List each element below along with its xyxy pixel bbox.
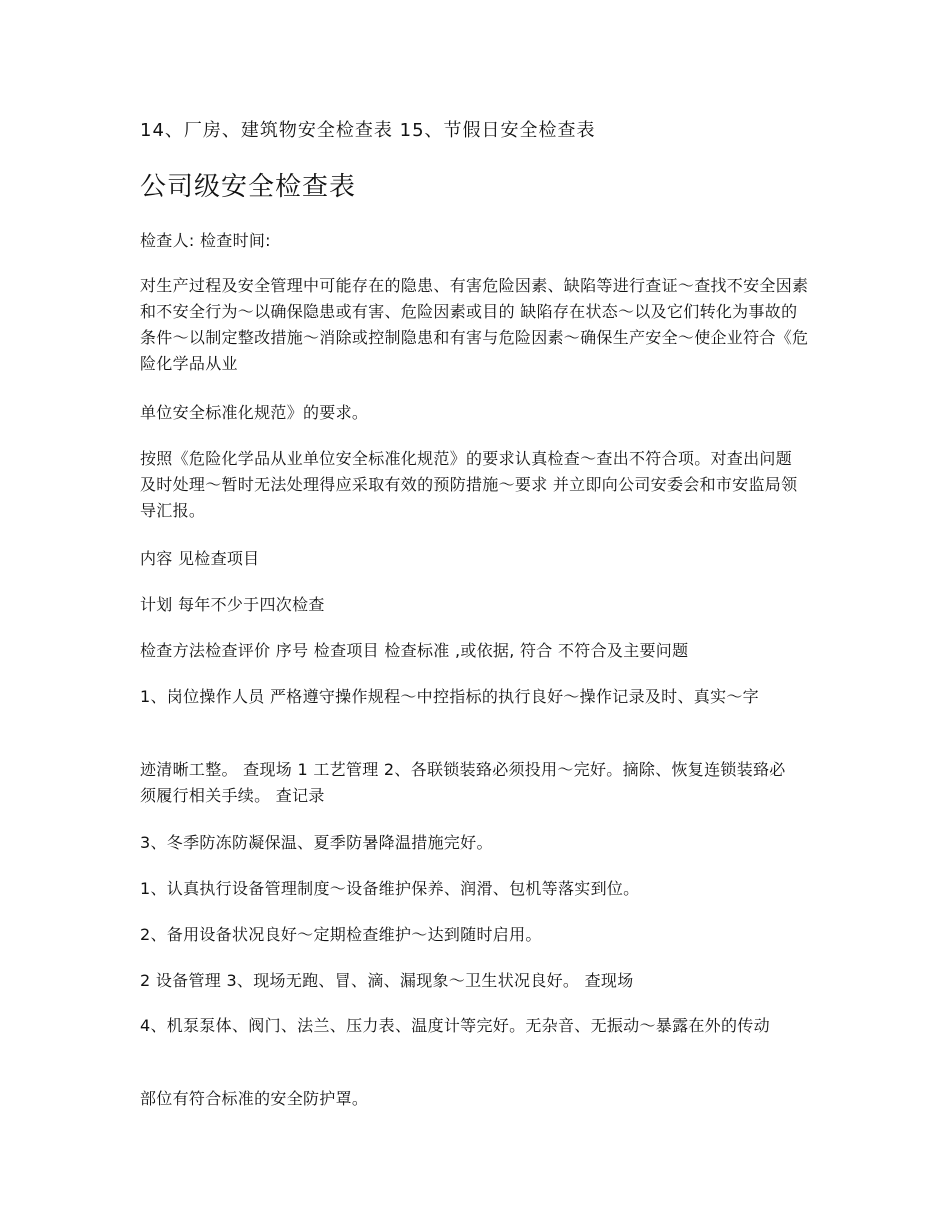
paragraph-equipment-4-continued: 部位有符合标准的安全防护罩。 (140, 1089, 369, 1108)
paragraph-item-1: 1、岗位操作人员 严格遵守操作规程～中控指标的执行良好～操作记录及时、真实～字 (140, 687, 759, 706)
paragraph-table-header: 检查方法检查评价 序号 检查项目 检查标准 ,或依据, 符合 不符合及主要问题 (140, 641, 689, 660)
paragraph-purpose-continued: 单位安全标准化规范》的要求。 (140, 403, 369, 422)
paragraph-equipment-2: 2、备用设备状况良好～定期检查维护～达到随时启用。 (140, 925, 542, 944)
inspector-line: 检查人: 检查时间: (140, 231, 271, 250)
paragraph-item-3: 3、冬季防冻防凝保温、夏季防暑降温措施完好。 (140, 833, 493, 852)
paragraph-equipment-3: 2 设备管理 3、现场无跑、冒、滴、漏现象～卫生状况良好。 查现场 (140, 971, 634, 990)
paragraph-purpose: 对生产过程及安全管理中可能存在的隐患、有害危险因素、缺陷等进行查证～查找不安全因素和不安全行为～以确保隐患或有害、危险因素或目的 缺陷存在状态～以及它们转化为事故的条件～以制定整改措施～消除或控制隐患和有害与危险因素～确保生产安全～使企业符合《危险化学品从业 (140, 276, 809, 373)
paragraph-plan: 计划 每年不少于四次检查 (140, 595, 325, 614)
paragraph-process-management: 迹清晰工整。 查现场 1 工艺管理 2、各联锁装臵必须投用～完好。摘除、恢复连锁装臵必须履行相关手续。 查记录 (140, 760, 786, 805)
document-title: 公司级安全检查表 (140, 172, 357, 202)
paragraph-content: 内容 见检查项目 (140, 549, 260, 568)
paragraph-requirement: 按照《危险化学品从业单位安全标准化规范》的要求认真检查～查出不符合项。对查出问题及时处理～暂时无法处理得应采取有效的预防措施～要求 并立即向公司安委会和市安监局领导汇报。 (140, 449, 798, 520)
paragraph-equipment-1: 1、认真执行设备管理制度～设备维护保养、润滑、包机等落实到位。 (140, 879, 640, 898)
paragraph-equipment-4: 4、机泵泵体、阀门、法兰、压力表、温度计等完好。无杂音、无振动～暴露在外的传动 (140, 1016, 770, 1035)
header-line: 14、厂房、建筑物安全检查表 15、节假日安全检查表 (140, 120, 596, 141)
